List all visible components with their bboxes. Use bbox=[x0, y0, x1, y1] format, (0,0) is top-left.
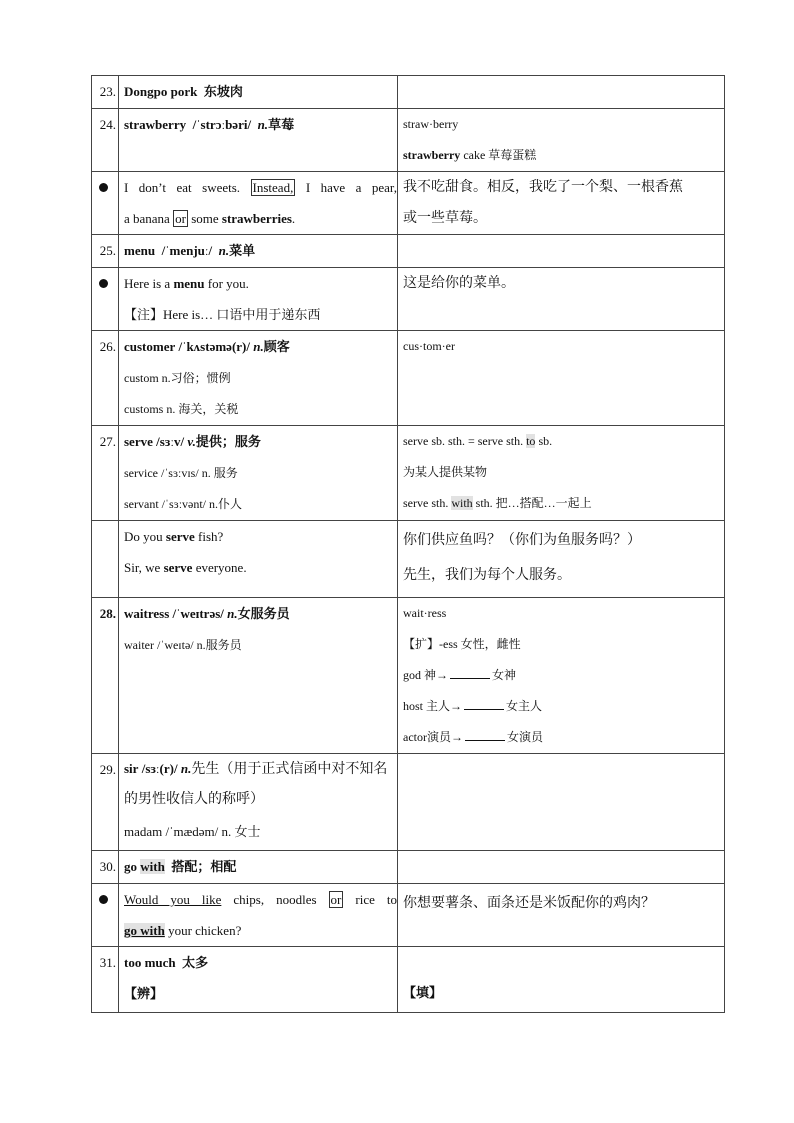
headword-cell bbox=[119, 754, 398, 851]
extension-note: 【扩】-ess 女性，雌性 bbox=[403, 637, 521, 651]
row-number: 28. bbox=[92, 598, 119, 754]
phonetic: /ˈweɪtrəs/ bbox=[172, 606, 224, 621]
translation-cell: 你想要薯条、面条还是米饭配你的鸡肉？ bbox=[398, 884, 725, 947]
table-row bbox=[92, 331, 725, 426]
note-cell bbox=[398, 851, 725, 884]
headword-cell bbox=[119, 109, 398, 172]
meaning: 太多 bbox=[182, 956, 209, 971]
row-number: 23. bbox=[92, 76, 119, 109]
translation-cell: 我不吃甜食。相反，我吃了一个梨、一根香蕉 或一些草莓。 bbox=[398, 172, 725, 235]
syllables: cus·tom·er bbox=[403, 339, 455, 353]
table-row bbox=[92, 521, 725, 598]
bullet-icon bbox=[99, 895, 108, 904]
headword: strawberry bbox=[124, 117, 187, 132]
example-cell: Here is a menu for you. 【注】Here is… 口语中用于递东西 bbox=[119, 268, 398, 331]
table-row bbox=[92, 109, 725, 172]
highlighted-word: go with bbox=[124, 923, 165, 938]
translation-cell: 你们供应鱼吗？（你们为鱼服务吗？） 先生，我们为每个人服务。 bbox=[398, 521, 725, 598]
table-row bbox=[92, 76, 725, 109]
translation-cell: 这是给你的菜单。 bbox=[398, 268, 725, 331]
phrase-word: strawberry bbox=[403, 148, 461, 162]
headword-cell bbox=[119, 426, 398, 521]
example-cell: Would you like chips, noodles or rice to go with your chicken? bbox=[119, 884, 398, 947]
row-number: 30. bbox=[92, 851, 119, 884]
table-row bbox=[92, 754, 725, 851]
headword: Dongpo pork bbox=[124, 84, 198, 99]
headword: customer bbox=[124, 339, 176, 354]
row-number: 27. bbox=[92, 426, 119, 521]
headword: go bbox=[124, 859, 137, 874]
note-cell bbox=[398, 754, 725, 851]
boxed-word: Instead, bbox=[252, 180, 294, 195]
related-word: waiter /ˈweɪtə/ n.服务员 bbox=[124, 638, 242, 652]
note-cell bbox=[398, 331, 725, 426]
meaning: 顾客 bbox=[263, 340, 290, 355]
related-word: customs n. 海关，关税 bbox=[124, 402, 239, 416]
headword-cell bbox=[119, 598, 398, 754]
fill-blank[interactable] bbox=[464, 697, 504, 710]
vocabulary-table bbox=[91, 75, 725, 1013]
headword-cell bbox=[119, 331, 398, 426]
phrase-rest: cake 草莓蛋糕 bbox=[463, 148, 537, 162]
highlighted-word: to bbox=[526, 434, 536, 448]
row-number: 25. bbox=[92, 235, 119, 268]
meaning: 女服务员 bbox=[237, 607, 290, 622]
highlighted-word: with bbox=[451, 496, 473, 510]
distinguish-note: 【辨】 bbox=[124, 987, 164, 1002]
note-cell bbox=[398, 109, 725, 172]
meaning: 提供；服务 bbox=[195, 435, 261, 450]
meaning: 菜单 bbox=[229, 244, 256, 259]
note-cell bbox=[398, 76, 725, 109]
highlighted-word: with bbox=[140, 859, 165, 874]
example-cell: Do you serve fish? Sir, we serve everyone. bbox=[119, 521, 398, 598]
headword: menu bbox=[124, 243, 156, 258]
part-of-speech: n. bbox=[253, 339, 264, 354]
row-number: 26. bbox=[92, 331, 119, 426]
example-cell: I don’t eat sweets. Instead, I have a pear, a banana or some strawberries. bbox=[119, 172, 398, 235]
table-row bbox=[92, 172, 725, 235]
related-word: custom n.习俗；惯例 bbox=[124, 371, 231, 385]
meaning: 搭配；相配 bbox=[171, 860, 237, 875]
meaning: 草莓 bbox=[268, 118, 295, 133]
headword-cell bbox=[119, 851, 398, 884]
table-row bbox=[92, 884, 725, 947]
meaning: 先生（用于正式信函中对不知名的男性收信人的称呼） bbox=[124, 761, 388, 807]
meaning: 东坡肉 bbox=[203, 85, 243, 100]
headword-cell bbox=[119, 76, 398, 109]
row-number: 31. bbox=[92, 947, 119, 1013]
headword: serve bbox=[124, 434, 153, 449]
note-cell bbox=[398, 235, 725, 268]
part-of-speech: n. bbox=[227, 606, 238, 621]
bullet-icon bbox=[99, 279, 108, 288]
headword: sir bbox=[124, 761, 139, 776]
phonetic: /sɜː(r)/ bbox=[141, 761, 178, 776]
table-row bbox=[92, 598, 725, 754]
fill-note: 【填】 bbox=[403, 986, 443, 1001]
row-number: 24. bbox=[92, 109, 119, 172]
related-word: servant /ˈsɜːvənt/ n.仆人 bbox=[124, 497, 243, 511]
syllables: straw·berry bbox=[403, 117, 459, 131]
related-word: service /ˈsɜːvɪs/ n. 服务 bbox=[124, 466, 238, 480]
fill-blank[interactable] bbox=[465, 728, 505, 741]
phonetic: /ˈstrɔːbəri/ bbox=[192, 117, 252, 132]
table-row bbox=[92, 235, 725, 268]
note-cell bbox=[398, 947, 725, 1013]
phonetic: /sɜːv/ bbox=[156, 434, 185, 449]
table-row bbox=[92, 268, 725, 331]
headword-cell bbox=[119, 947, 398, 1013]
part-of-speech: n. bbox=[180, 761, 192, 776]
headword: waitress bbox=[124, 606, 170, 621]
part-of-speech: n. bbox=[257, 117, 269, 132]
boxed-word: or bbox=[175, 211, 186, 226]
table-row bbox=[92, 851, 725, 884]
table-row bbox=[92, 426, 725, 521]
part-of-speech: n. bbox=[218, 243, 230, 258]
phonetic: /ˈkʌstəmə(r)/ bbox=[178, 339, 250, 354]
part-of-speech: v. bbox=[187, 434, 196, 449]
usage-note: 【注】Here is… 口语中用于递东西 bbox=[124, 307, 321, 322]
boxed-word: or bbox=[330, 892, 342, 907]
headword: too much bbox=[124, 955, 176, 970]
syllables: wait·ress bbox=[403, 606, 447, 620]
table-row bbox=[92, 947, 725, 1013]
bullet-icon bbox=[99, 183, 108, 192]
note-cell: wait·ress 【扩】-ess 女性，雌性 god 神→ 女神 host 主人→ 女主人 actor演员→ 女演员 bbox=[398, 598, 725, 754]
phonetic: /ˈmenjuː/ bbox=[161, 243, 213, 258]
fill-blank[interactable] bbox=[450, 666, 490, 679]
related-word: madam /ˈmædəm/ n. 女士 bbox=[124, 824, 261, 839]
note-cell: serve sb. sth. = serve sth. to sb. 为某人提供某物 serve sth. with sth. 把…搭配…一起上 bbox=[398, 426, 725, 521]
headword-cell bbox=[119, 235, 398, 268]
row-number: 29. bbox=[92, 754, 119, 851]
